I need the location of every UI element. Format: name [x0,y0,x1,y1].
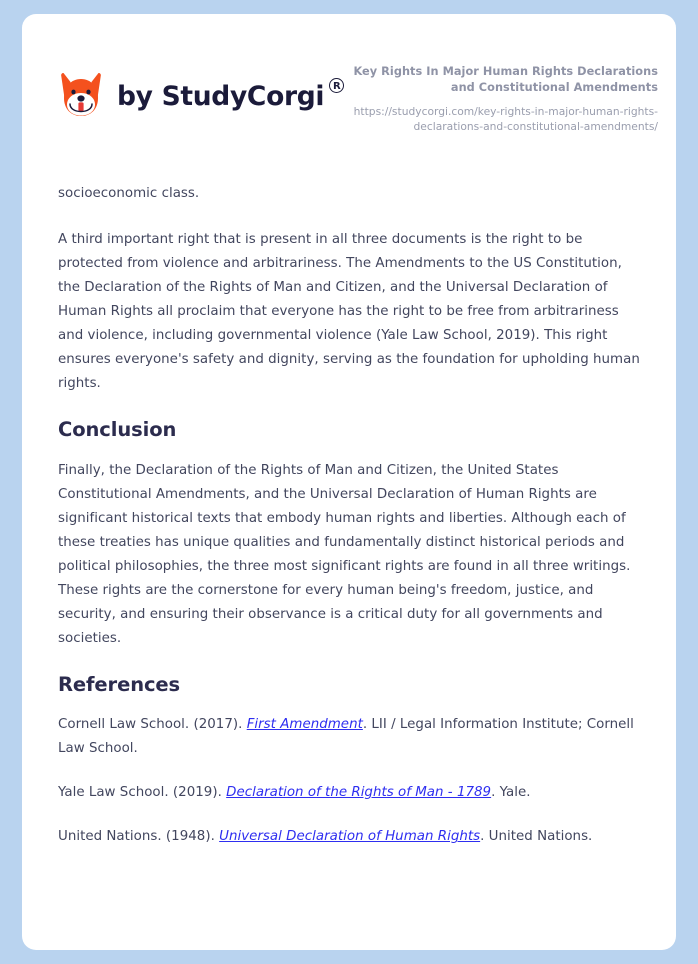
studycorgi-brand [58,62,344,118]
reference-prefix: Cornell Law School. (2017). [58,717,247,733]
reference-item [58,781,642,805]
wordmark-text: by StudyCorgi [117,80,325,112]
reference-prefix: United Nations. (1948). [58,829,220,845]
paragraph-third-right: A third important right that is present in all three documents is the right to be protected from violence and arbitrariness. The Amendments to the US Constitution, the Declaration of the Rights of Man and Citizen, and the Universal Declaration of Human Rights all proclaim that everyone has the right to be free from arbitrariness and violence, including governmental violence (Yale Law School, 2019). This right ensures everyone's safety and dignity, serving as the foundation for upholding human rights. [58,232,640,392]
document-meta [344,62,658,134]
document-content [22,134,676,849]
reference-link[interactable]: Declaration of the Rights of Man - 1789 [226,785,492,801]
paragraph-conclusion: Finally, the Declaration of the Rights of Man and Citizen, the United States Constitutional Amendments, and the Universal Declaration of Human Rights are significant historical texts that embody human rights and liberties. Although each of these treaties has unique qualities and fundamentally distinct historical periods and political philosophies, the three most significant rights are found in all three writings. These rights are the cornerstone for every human being's freedom, justice, and security, and ensuring their observance is a critical duty for all governments and societies. [58,462,631,646]
registered-trademark-icon: R [329,78,344,93]
document-header [22,14,676,134]
document-page-card [22,14,676,950]
reference-suffix: . Yale. [491,785,531,801]
reference-item [58,713,642,761]
reference-suffix: . United Nations. [480,829,593,845]
content-spacer [58,134,642,182]
reference-suffix: . LII / Legal Information Institute; Cornell Law School. [58,717,634,757]
reference-link[interactable]: Universal Declaration of Human Rights [219,829,481,845]
heading-conclusion: Conclusion [58,418,177,442]
paragraph-continuation: socioeconomic class. [58,186,200,202]
heading-references: References [58,672,181,696]
source-url[interactable]: https://studycorgi.com/key-rights-in-major-human-rights-declarations-and-constitutional-amendments/ [353,105,658,134]
reference-item [58,825,642,849]
corgi-logo-icon [58,70,104,118]
page-title: Key Rights In Major Human Rights Declarations and Constitutional Amendments [353,65,658,95]
references-list [58,713,642,849]
reference-link[interactable]: First Amendment [246,717,363,733]
reference-prefix: Yale Law School. (2019). [58,785,227,801]
studycorgi-wordmark [117,78,344,111]
